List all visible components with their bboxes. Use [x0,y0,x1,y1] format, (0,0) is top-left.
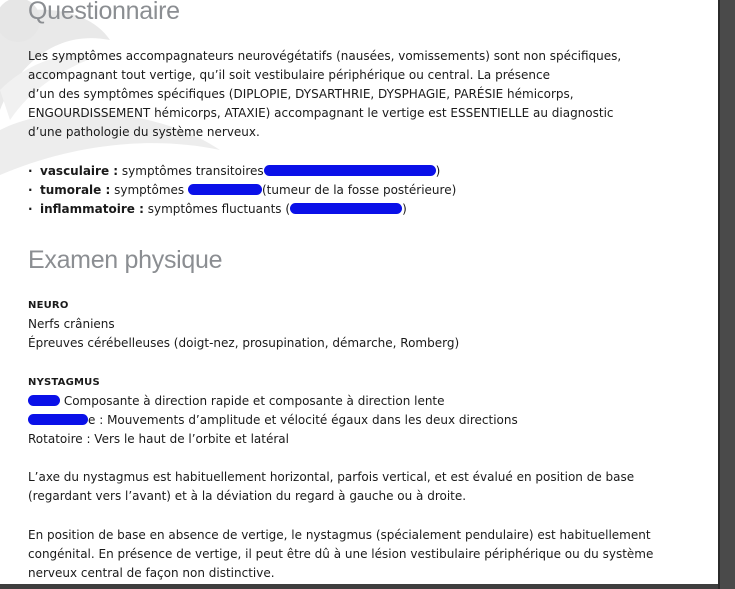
bullet-marker: · [28,202,33,216]
viewer-side-gutter [718,0,735,589]
base-position-paragraph [28,526,688,583]
paragraph-line: ENGOURDISSEMENT hémicorps, ATAXIE) accompagnant le vertige est ESSENTIELLE au diagnostic [28,106,614,120]
paragraph-line: accompagnant tout vertige, qu’il soit vestibulaire périphérique ou central. La présence [28,68,550,82]
paragraph-line: (regardant vers l’avant) et à la déviation du regard à gauche ou à droite. [28,489,467,503]
nystagmus-block [28,373,518,449]
nystagmus-line-2 [28,411,518,430]
nystagmus-line-1 [28,392,518,411]
nystagmus-line-2-text: Mouvements d’amplitude et vélocité égaux dans les deux directions [107,413,518,427]
section-title-examen-physique: Examen physique [28,246,223,274]
bullet-marker: · [28,164,33,178]
neuro-line: Épreuves cérébelleuses (doigt-nez, prosupination, démarche, Romberg) [28,336,460,350]
bullet-inflammatoire [28,200,456,219]
neuro-block [28,296,459,353]
bullet-term: vasculaire : [40,164,119,178]
bullet-term: inflammatoire : [40,202,144,216]
redaction-mark [188,184,262,195]
neuro-heading: NEURO [28,300,69,311]
bullet-term: tumorale : [40,183,111,197]
bullet-after: (tumeur de la fosse postérieure) [261,183,457,197]
paragraph-line: d’une pathologie du système nerveux. [28,125,260,139]
bullet-after: ) [435,164,441,178]
paragraph-line: nerveux central de façon non distinctive. [28,566,275,580]
paragraph-line: d’un des symptômes spécifiques (DIPLOPIE, DYSARTHRIE, DYSPHAGIE, PARÉSIE hémicorps, [28,87,574,101]
bullet-vasculaire [28,162,456,181]
questionnaire-paragraph [28,47,688,142]
bullet-after: ) [402,202,407,216]
bullet-text: symptômes transitoires [121,164,264,178]
section-title-questionnaire: Questionnaire [28,0,180,25]
symptom-bullet-list [28,162,456,219]
redaction-mark [264,165,436,176]
neuro-line: Nerfs crâniens [28,317,115,331]
nystagmus-line-2-prefix: e : [88,413,104,427]
nystagmus-heading: NYSTAGMUS [28,377,100,388]
redaction-mark [28,414,88,425]
paragraph-line: L’axe du nystagmus est habituellement horizontal, parfois vertical, et est évalué en position de base [28,470,635,484]
nystagmus-line-1-text: Composante à direction rapide et composante à direction lente [63,394,445,408]
nystagmus-axis-paragraph [28,468,688,506]
redaction-mark [290,203,402,214]
page-bottom-shadow [0,584,718,589]
bullet-text: symptômes fluctuants ( [147,202,291,216]
bullet-tumorale [28,181,456,200]
nystagmus-line-3: Rotatoire : Vers le haut de l’orbite et latéral [28,432,289,446]
paragraph-line: congénital. En présence de vertige, il peut être dû à une lésion vestibulaire périphérique ou du système [28,547,654,561]
bullet-marker: · [28,183,33,197]
redaction-mark [28,395,60,406]
page-edge-divider [718,0,720,589]
paragraph-line: En position de base en absence de vertige, le nystagmus (spécialement pendulaire) est habituellement [28,528,651,542]
bullet-text: symptômes [114,183,185,197]
paragraph-line: Les symptômes accompagnateurs neurovégétatifs (nausées, vomissements) sont non spécifiques, [28,49,622,63]
